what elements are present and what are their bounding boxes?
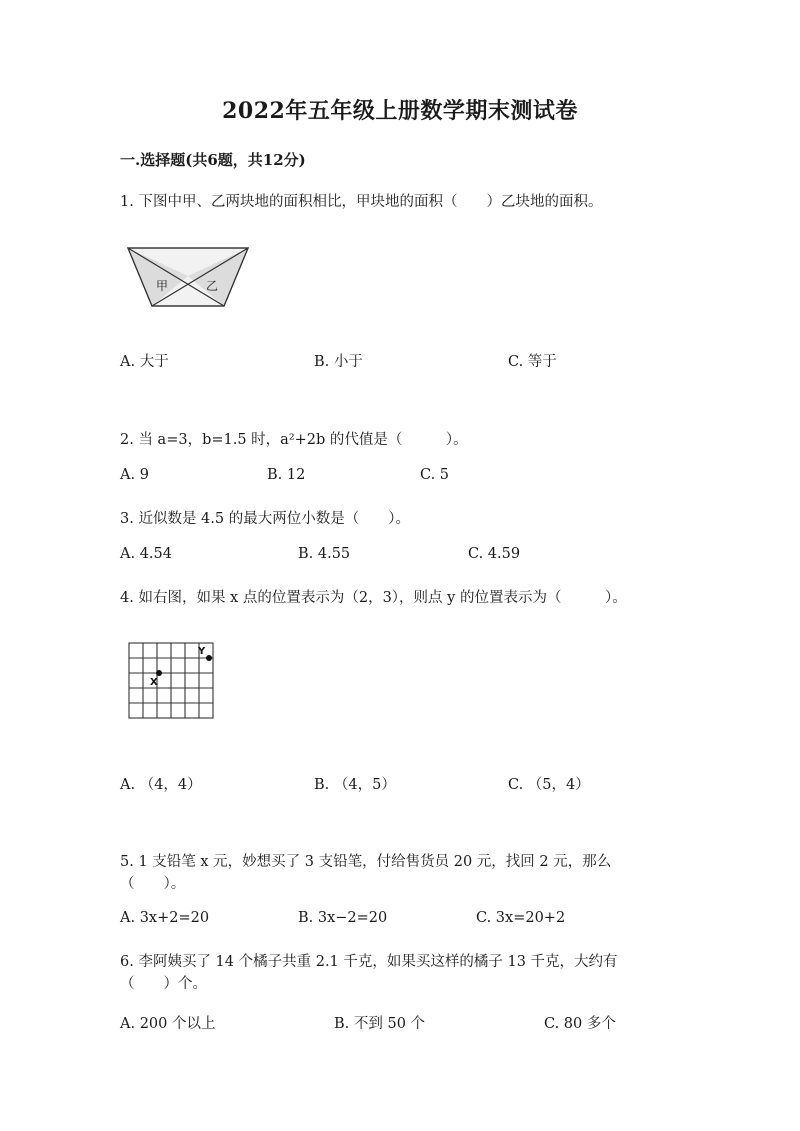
q5-option-c: C. 3x=20+2 — [476, 910, 566, 926]
q6-option-b: B. 不到 50 个 — [334, 1016, 426, 1032]
trapezoid-figure — [120, 240, 254, 310]
page-title: 2022年五年级上册数学期末测试卷 — [222, 98, 578, 124]
section-heading: 一.选择题(共6题，共12分) — [120, 151, 306, 169]
question-2-text: 2. 当 a=3，b=1.5 时，a²+2b 的代值是（ ）。 — [120, 432, 468, 448]
question-5-text-cont: （ ）。 — [120, 876, 186, 892]
q3-option-c: C. 4.59 — [468, 546, 521, 562]
q1-option-c: C. 等于 — [508, 354, 557, 370]
question-4-text: 4. 如右图，如果 x 点的位置表示为（2，3），则点 y 的位置表示为（ ）。 — [120, 590, 627, 606]
q3-option-b: B. 4.55 — [298, 546, 351, 562]
q1-option-b: B. 小于 — [314, 354, 363, 370]
question-6-text: 6. 李阿姨买了 14 个橘子共重 2.1 千克，如果买这样的橘子 13 千克，大约有 — [120, 954, 618, 970]
label-x: X — [150, 677, 158, 688]
q6-option-c: C. 80 多个 — [544, 1016, 616, 1032]
question-6-text-cont: （ ）个。 — [120, 976, 207, 992]
q2-option-b: B. 12 — [267, 467, 306, 483]
q1-option-a: A. 大于 — [120, 354, 169, 370]
question-1-text: 1. 下图中甲、乙两块地的面积相比，甲块地的面积（ ）乙块地的面积。 — [120, 194, 603, 210]
point-x — [156, 670, 162, 676]
q2-option-c: C. 5 — [420, 467, 450, 483]
question-5-text: 5. 1 支铅笔 x 元，妙想买了 3 支铅笔，付给售货员 20 元，找回 2 元，那么 — [120, 854, 612, 870]
q4-option-b: B. （4，5） — [314, 777, 396, 793]
label-yi: 乙 — [206, 279, 219, 293]
q4-option-a: A. （4，4） — [120, 777, 202, 793]
label-jia: 甲 — [156, 279, 169, 293]
q6-option-a: A. 200 个以上 — [120, 1016, 216, 1032]
question-3-text: 3. 近似数是 4.5 的最大两位小数是（ ）。 — [120, 511, 410, 527]
q4-option-c: C. （5，4） — [508, 777, 590, 793]
q3-option-a: A. 4.54 — [120, 546, 172, 562]
coordinate-grid-figure — [126, 640, 222, 724]
label-y: Y — [198, 646, 206, 657]
q2-option-a: A. 9 — [120, 467, 149, 483]
q5-option-b: B. 3x−2=20 — [298, 910, 388, 926]
q5-option-a: A. 3x+2=20 — [120, 910, 210, 926]
point-y — [206, 655, 212, 661]
